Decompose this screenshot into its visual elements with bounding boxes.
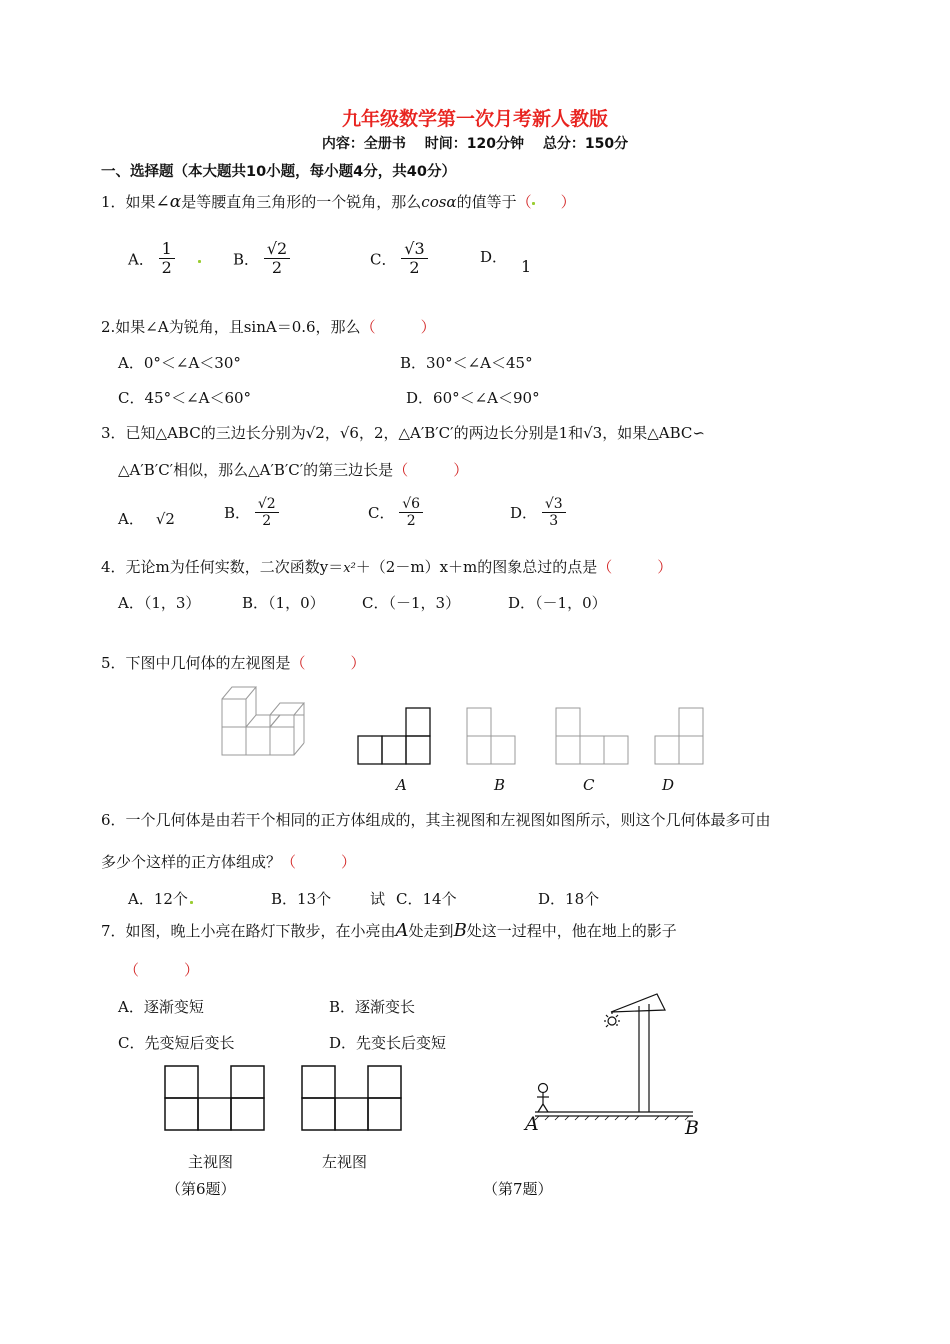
q6-main-view-label: 主视图 xyxy=(188,1153,234,1171)
q6-option-d[interactable]: D．18个 xyxy=(538,890,600,908)
q6-option-a[interactable]: A．12个 xyxy=(128,888,193,909)
solid-figure xyxy=(220,684,330,764)
q1-option-d[interactable]: D． 1 xyxy=(480,248,532,276)
q1-option-c[interactable]: C． $\frac{√3}{2}$ xyxy=(370,240,428,278)
question-3-line-2: △A′B′C′相似，那么△A′B′C′的第三边长是（ ） xyxy=(118,461,469,479)
q5-view-a[interactable] xyxy=(357,707,432,765)
q6-mark: 试 xyxy=(370,890,386,908)
q4-option-c[interactable]: C．（－1，3） xyxy=(362,594,461,612)
q5-label-b: B xyxy=(494,776,506,794)
q5-label-d: D xyxy=(662,776,675,794)
q2-option-d[interactable]: D．60°＜∠A＜90° xyxy=(406,389,540,407)
q5-view-c[interactable] xyxy=(555,707,630,765)
q5-view-b[interactable] xyxy=(466,707,518,765)
q2-option-c[interactable]: C．45°＜∠A＜60° xyxy=(118,389,252,407)
question-6-line-2: 多少个这样的正方体组成？（ ） xyxy=(101,853,357,871)
q2-option-a[interactable]: A．0°＜∠A＜30° xyxy=(118,354,241,372)
q7-option-a[interactable]: A．逐渐变短 xyxy=(118,998,204,1016)
q7-streetlamp-figure xyxy=(525,990,705,1120)
q7-figure-caption: （第7题） xyxy=(483,1180,553,1198)
q6-left-view-label: 左视图 xyxy=(322,1153,368,1171)
q6-main-view xyxy=(164,1065,265,1132)
q2-option-b[interactable]: B．30°＜∠A＜45° xyxy=(400,354,533,372)
question-4-stem: 4．无论m为任何实数，二次函数y＝x²＋（2－m）x＋m的图象总过的点是（ ） xyxy=(101,558,673,576)
q5-view-d[interactable] xyxy=(654,707,706,765)
question-2-stem: 2.如果∠A为锐角，且sinA＝0.6，那么（ ） xyxy=(101,318,436,336)
section-heading: 一、选择题（本大题共10小题，每小题4分，共40分） xyxy=(101,164,456,180)
q4-option-d[interactable]: D．（－1，0） xyxy=(508,594,607,612)
question-7-stem: 7．如图，晚上小亮在路灯下散步，在小亮由A处走到B处这一过程中，他在地上的影子 xyxy=(101,920,677,941)
q1-option-b[interactable]: B． $\frac{√2}{2}$ xyxy=(233,240,290,278)
q7-point-a-label: A xyxy=(525,1113,539,1135)
question-6-line-1: 6．一个几何体是由若干个相同的正方体组成的，其主视图和左视图如图所示，则这个几何体最多可由 xyxy=(101,811,771,829)
q3-option-d[interactable]: D． $\frac{√3}{3}$ xyxy=(510,496,566,529)
q6-option-b[interactable]: B．13个 xyxy=(271,890,332,908)
q4-option-b[interactable]: B．（1，0） xyxy=(242,594,325,612)
q5-label-a: A xyxy=(396,776,407,794)
question-1-stem: 1．如果∠α是等腰直角三角形的一个锐角，那么cosα的值等于（ ） xyxy=(101,192,576,212)
q5-label-c: C xyxy=(583,776,595,794)
exam-info: 内容：全册书 时间：120分钟 总分：150分 xyxy=(321,136,629,152)
page-title: 九年级数学第一次月考新人教版 xyxy=(341,108,608,130)
question-3-stem: 3．已知△ABC的三边长分别为√2，√6，2，△A′B′C′的两边长分别是1和√3，如果△ABC∽ xyxy=(101,424,705,442)
q6-figure-caption: （第6题） xyxy=(166,1180,236,1198)
q7-option-d[interactable]: D．先变长后变短 xyxy=(329,1034,447,1052)
q4-option-a[interactable]: A．（1，3） xyxy=(118,594,201,612)
q6-option-c[interactable]: C．14个 xyxy=(396,890,457,908)
q7-option-c[interactable]: C．先变短后变长 xyxy=(118,1034,235,1052)
q3-option-b[interactable]: B． $\frac{√2}{2}$ xyxy=(224,496,279,529)
q7-answer-paren: （ ） xyxy=(124,961,200,979)
question-5-stem: 5．下图中几何体的左视图是（ ） xyxy=(101,654,366,672)
q6-left-view xyxy=(301,1065,402,1132)
q7-option-b[interactable]: B．逐渐变长 xyxy=(329,998,416,1016)
q1-option-a[interactable]: A． $\frac{1}{2}$ xyxy=(128,240,201,278)
q7-point-b-label: B xyxy=(685,1117,699,1139)
q3-option-a[interactable]: A． √2 xyxy=(118,510,175,528)
q3-option-c[interactable]: C． $\frac{√6}{2}$ xyxy=(368,496,423,529)
